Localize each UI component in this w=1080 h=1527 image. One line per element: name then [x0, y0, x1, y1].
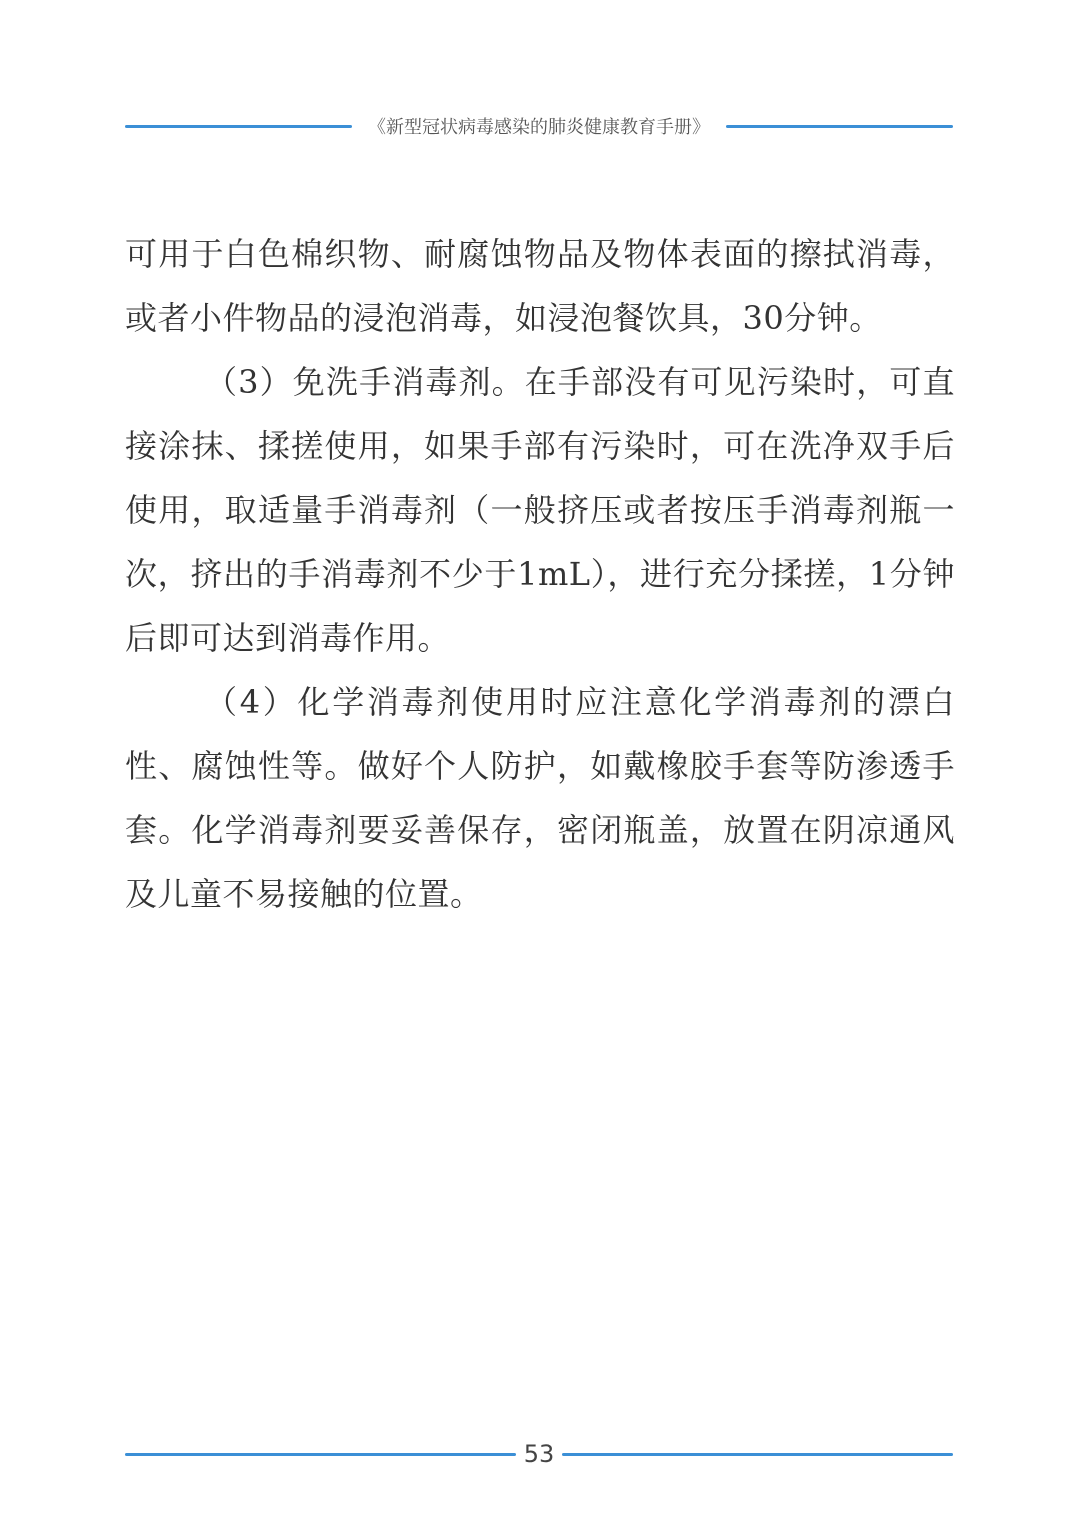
page-header: [125, 106, 953, 146]
page-footer: [125, 1432, 953, 1476]
header-rule-left: [125, 125, 352, 128]
book-title: 《新型冠状病毒感染的肺炎健康教育手册》: [368, 117, 710, 138]
footer-rule-left: [125, 1453, 516, 1456]
paragraph-continuation: 可用于白色棉织物、耐腐蚀物品及物体表面的擦拭消毒，或者小件物品的浸泡消毒，如浸泡餐饮具，30分钟。: [125, 235, 955, 337]
footer-rule-right: [562, 1453, 953, 1456]
paragraph-item-3: （3）免洗手消毒剂。在手部没有可见污染时，可直接涂抹、揉搓使用，如果手部有污染时，可在洗净双手后使用，取适量手消毒剂（一般挤压或者按压手消毒剂瓶一次，挤出的手消毒剂不少于1mL），进行充分揉搓，1分钟后即可达到消毒作用。: [125, 363, 955, 657]
header-rule-right: [726, 125, 953, 128]
paragraph-item-4: （4）化学消毒剂使用时应注意化学消毒剂的漂白性、腐蚀性等。做好个人防护，如戴橡胶手套等防渗透手套。化学消毒剂要妥善保存，密闭瓶盖，放置在阴凉通风及儿童不易接触的位置。: [125, 683, 955, 913]
page-body: [125, 222, 955, 926]
page-number: 53: [523, 1440, 555, 1468]
